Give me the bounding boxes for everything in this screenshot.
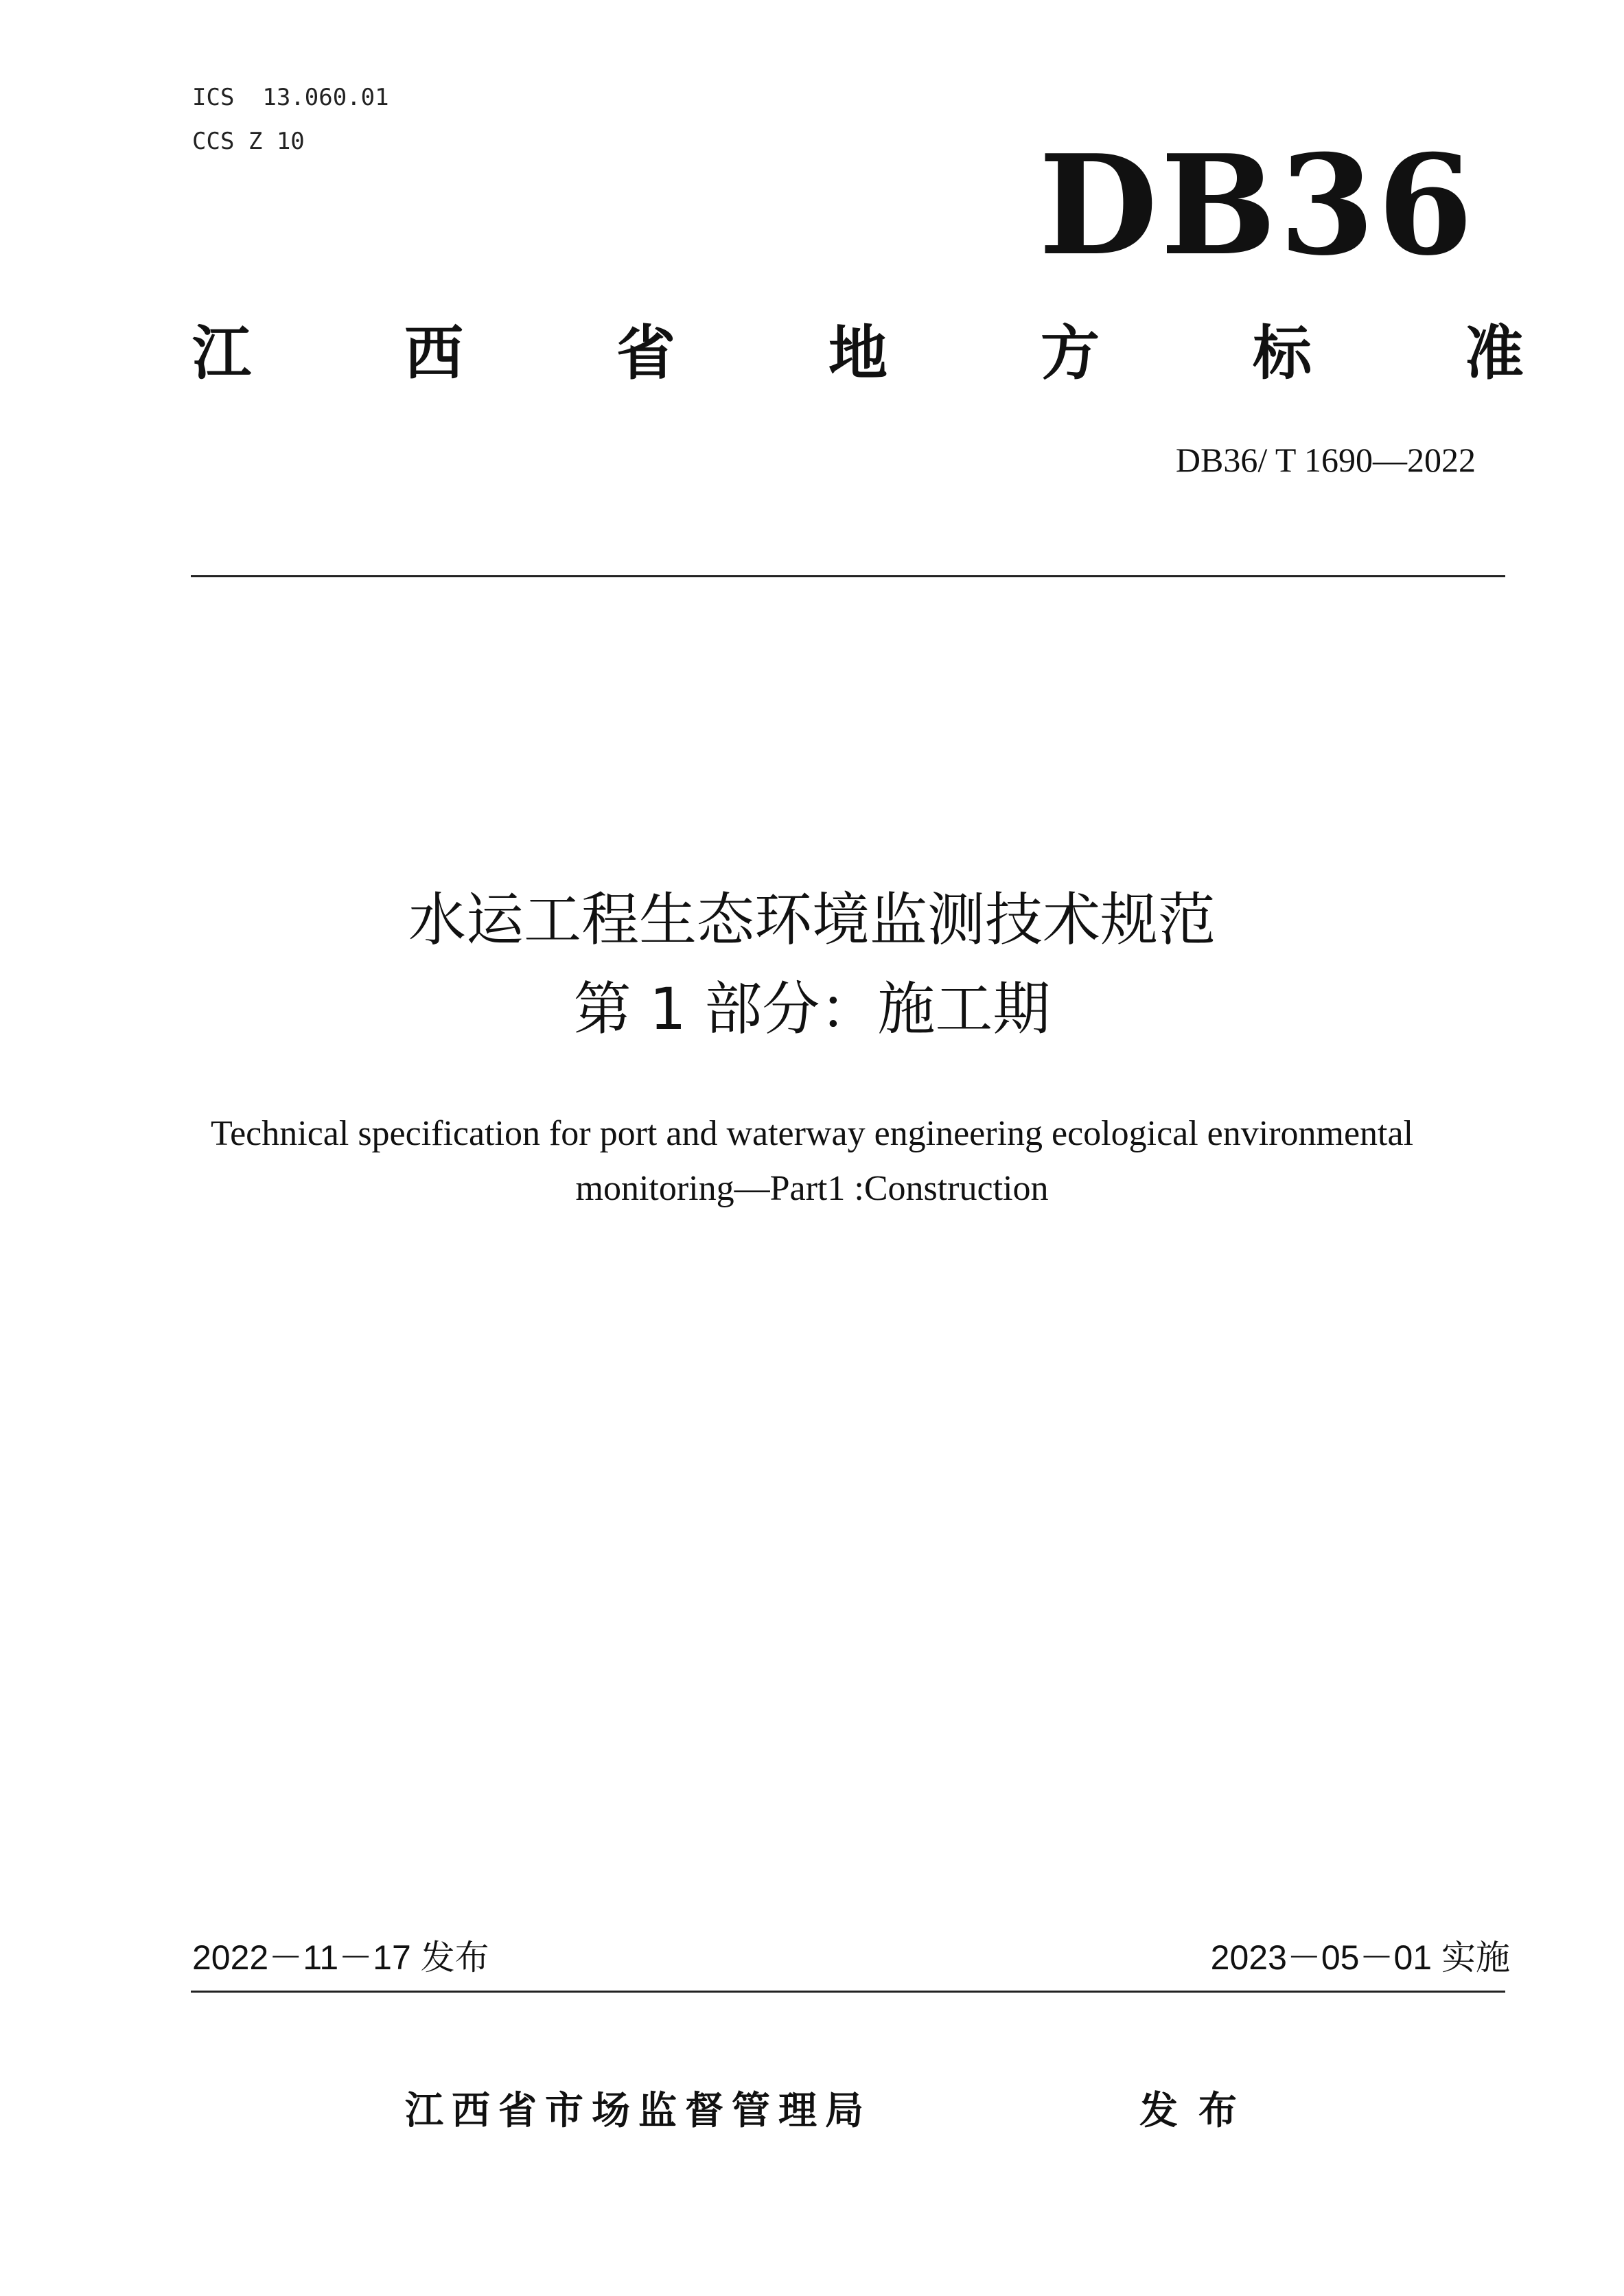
standard-number: DB36/ T 1690—2022	[1175, 441, 1476, 479]
ccs-code: CCS Z 10	[192, 128, 305, 155]
standard-type-heading	[192, 319, 1524, 388]
title-cn-line-2: 第 1 部分：施工期	[573, 975, 1051, 1043]
ics-code: ICS 13.060.01	[192, 84, 389, 111]
db-logo: DB36	[1039, 125, 1476, 286]
standard-type-char: 方	[1041, 319, 1100, 388]
standard-type-char: 江	[192, 319, 251, 388]
header-divider	[191, 575, 1505, 577]
footer-divider	[191, 1991, 1505, 1993]
implementation-date: 2023－05－01 实施	[1210, 1938, 1510, 1977]
standard-type-char: 准	[1465, 319, 1524, 388]
title-en-line-2: monitoring—Part1 :Construction	[575, 1169, 1049, 1208]
publisher: 江西省市场监督管理局	[405, 2089, 872, 2133]
title-cn-line-1: 水运工程生态环境监测技术规范	[408, 886, 1216, 953]
title-en-line-1: Technical specification for port and waterway engineering ecological environmental	[210, 1114, 1414, 1153]
issue-date: 2022－11－17 发布	[192, 1938, 489, 1977]
standard-type-char: 标	[1253, 319, 1312, 388]
publish-label: 发布	[1139, 2089, 1257, 2133]
standard-type-char: 西	[404, 319, 463, 388]
standard-type-char: 地	[828, 319, 888, 388]
standard-type-char: 省	[616, 319, 675, 388]
